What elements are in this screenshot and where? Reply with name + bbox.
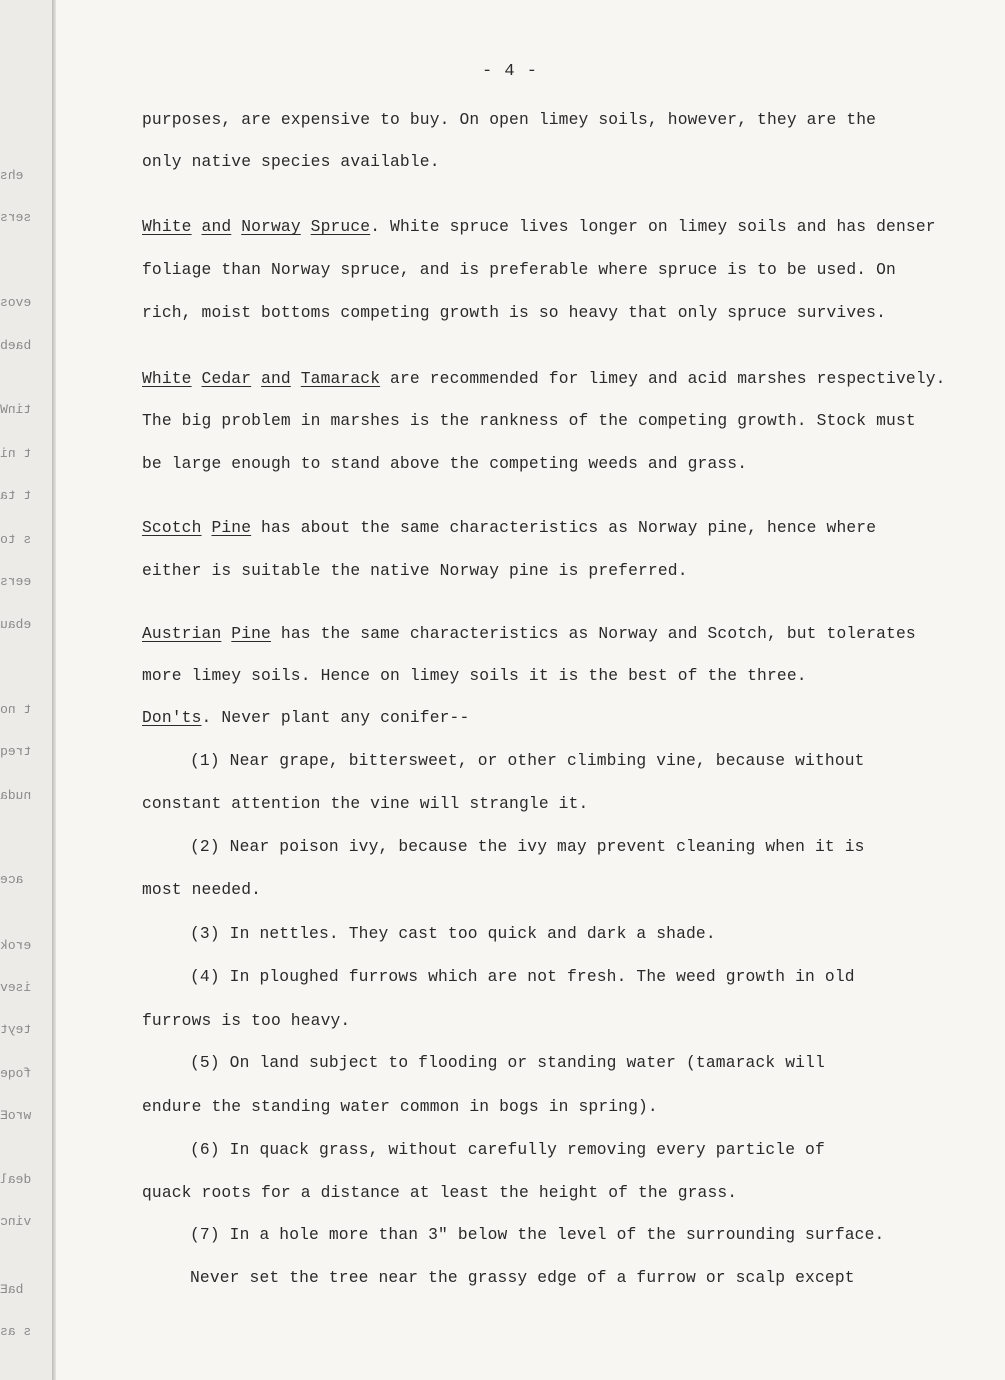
bleed-text: sers	[0, 210, 32, 225]
heading-word: Austrian	[142, 624, 222, 643]
list-item-continuation: most needed.	[142, 880, 262, 899]
text-line: more limey soils. Hence on limey soils it is the best of the three.	[142, 666, 807, 685]
text-run: . White spruce lives longer on limey soils and has denser	[370, 217, 936, 236]
heading-word: Scotch	[142, 518, 202, 537]
bleed-text: baE	[0, 1282, 24, 1297]
adjacent-page-strip	[0, 0, 52, 1380]
heading-word: Don'ts	[142, 708, 202, 727]
list-item: (1) Near grape, bittersweet, or other climbing vine, because without	[190, 751, 865, 770]
bleed-text: treq	[0, 744, 32, 759]
typewritten-page	[56, 0, 1005, 1380]
bleed-text: evos	[0, 295, 32, 310]
text-line: either is suitable the native Norway pine is preferred.	[142, 561, 688, 580]
list-item: (6) In quack grass, without carefully removing every particle of	[190, 1140, 825, 1159]
heading-word: Cedar	[201, 369, 252, 388]
list-item-continuation: quack roots for a distance at least the height of the grass.	[142, 1183, 738, 1202]
bleed-text: t no	[0, 702, 32, 717]
donts-heading-line	[142, 708, 469, 727]
text-line: be large enough to stand above the competing weeds and grass.	[142, 454, 748, 473]
bleed-text: isev	[0, 980, 32, 995]
bleed-text: ehs	[0, 168, 24, 183]
bleed-text: tinW	[0, 402, 32, 417]
heading-word: White	[142, 369, 192, 388]
heading-word: Pine	[211, 518, 252, 537]
heading-word: White	[142, 217, 192, 236]
text-line: The big problem in marshes is the rankness of the competing growth. Stock must	[142, 411, 916, 430]
list-item: (7) In a hole more than 3" below the level of the surrounding surface.	[190, 1225, 885, 1244]
bleed-text: deal	[0, 1172, 32, 1187]
list-item: (2) Near poison ivy, because the ivy may prevent cleaning when it is	[190, 837, 865, 856]
list-item-continuation: endure the standing water common in bogs in spring).	[142, 1097, 658, 1116]
list-item: (4) In ploughed furrows which are not fresh. The weed growth in old	[190, 967, 855, 986]
bleed-text: baeb	[0, 338, 32, 353]
bleed-text: ebau	[0, 617, 32, 632]
spruce-paragraph-line	[142, 217, 936, 236]
scotch-paragraph-line	[142, 518, 876, 537]
austrian-paragraph-line	[142, 624, 916, 643]
list-item-continuation: furrows is too heavy.	[142, 1011, 351, 1030]
heading-word: Spruce	[310, 217, 371, 236]
heading-word: Tamarack	[300, 369, 381, 388]
bleed-text: t ni	[0, 446, 32, 461]
bleed-text: ace	[0, 872, 24, 887]
text-run: has about the same characteristics as Norway pine, hence where	[251, 518, 877, 537]
list-item-continuation: constant attention the vine will strangle it.	[142, 794, 589, 813]
text-run: are recommended for limey and acid marshes respectively.	[380, 369, 946, 388]
bleed-text: s to	[0, 532, 32, 547]
cedar-paragraph-line	[142, 369, 946, 388]
bleed-text: vinc	[0, 1214, 32, 1229]
text-line: Never set the tree near the grassy edge of a furrow or scalp except	[190, 1268, 855, 1287]
heading-word: Pine	[231, 624, 271, 643]
bleed-text: foqe	[0, 1066, 32, 1081]
text-line: rich, moist bottoms competing growth is so heavy that only spruce survives.	[142, 303, 887, 322]
bleed-text: t ta	[0, 488, 32, 503]
text-line: only native species available.	[142, 152, 440, 171]
heading-word: and	[201, 217, 232, 236]
heading-word: and	[261, 369, 291, 388]
bleed-text: s as	[0, 1324, 32, 1339]
list-item: (5) On land subject to flooding or standing water (tamarack will	[190, 1053, 825, 1072]
bleed-text: eers	[0, 574, 32, 589]
list-item: (3) In nettles. They cast too quick and dark a shade.	[190, 924, 716, 943]
page-number: - 4 -	[482, 62, 539, 81]
bleed-text: nuda	[0, 788, 32, 803]
text-run: . Never plant any conifer--	[201, 708, 470, 727]
bleed-text: erok	[0, 938, 32, 953]
text-line: purposes, are expensive to buy. On open limey soils, however, they are the	[142, 110, 877, 129]
bleed-text: teyt	[0, 1022, 32, 1037]
text-line: foliage than Norway spruce, and is preferable where spruce is to be used. On	[142, 260, 896, 279]
text-run: has the same characteristics as Norway and Scotch, but tolerates	[270, 624, 916, 643]
bleed-text: wroE	[0, 1108, 32, 1123]
heading-word: Norway	[241, 217, 301, 236]
